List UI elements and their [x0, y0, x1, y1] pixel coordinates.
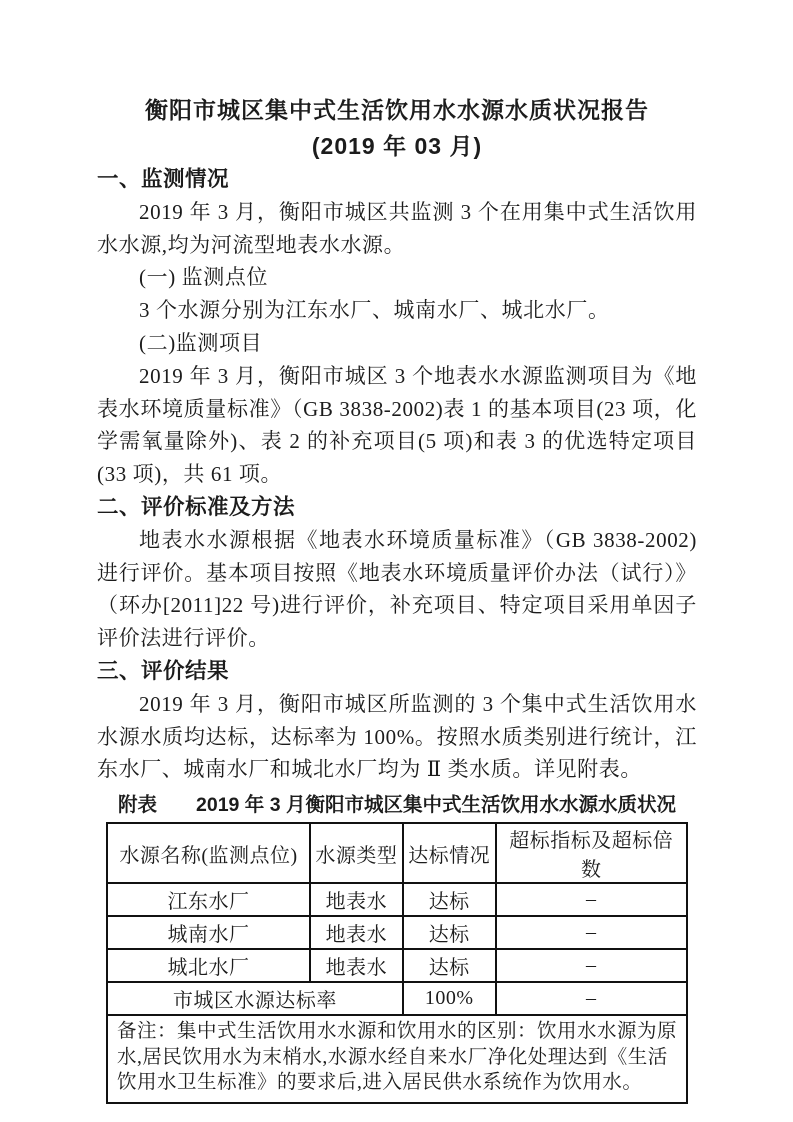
cell-compliance: 达标 — [403, 883, 496, 916]
cell-summary-rate: 100% — [403, 982, 496, 1015]
cell-summary-label: 市城区水源达标率 — [107, 982, 403, 1015]
section2-heading: 二、评价标准及方法 — [97, 494, 296, 519]
table-row — [107, 883, 687, 916]
report-subtitle: (2019 年 03 月) — [311, 133, 483, 159]
appendix-table-caption: 附表 2019 年 3 月衡阳市城区集中式生活饮用水水源水质状况 — [118, 794, 676, 817]
cell-compliance: 达标 — [403, 949, 496, 982]
cell-source-type: 地表水 — [310, 883, 403, 916]
section1-paragraph-1: 2019 年 3 月，衡阳市城区共监测 3 个在用集中式生活饮用水水源,均为河流型地表水水源。 — [97, 199, 697, 257]
cell-exceedance: – — [496, 883, 687, 916]
section3-heading: 三、评价结果 — [97, 658, 230, 683]
header-exceedance: 超标指标及超标倍数 — [496, 823, 687, 883]
table-row — [107, 916, 687, 949]
cell-source-name: 城北水厂 — [107, 949, 310, 982]
cell-source-type: 地表水 — [310, 949, 403, 982]
section2-paragraph-1: 地表水水源根据《地表水环境质量标准》（GB 3838-2002)进行评价。基本项目按照《地表水环境质量评价办法（试行）》（环办[2011]22 号)进行评价，补充项目、特定项目采用单因子评价法进行评价。 — [97, 527, 697, 651]
section1-subheading-2: (二)监测项目 — [139, 330, 263, 355]
header-compliance: 达标情况 — [403, 823, 496, 883]
section1-heading: 一、监测情况 — [97, 167, 230, 191]
cell-source-type: 地表水 — [310, 916, 403, 949]
section1-paragraph-2: 3 个水源分别为江东水厂、城南水厂、城北水厂。 — [139, 298, 610, 323]
header-source-name: 水源名称(监测点位) — [107, 823, 310, 883]
cell-summary-exceedance: – — [496, 982, 687, 1015]
report-title: 衡阳市城区集中式生活饮用水水源水质状况报告 — [145, 97, 649, 123]
cell-exceedance: – — [496, 916, 687, 949]
section3-paragraph-1: 2019 年 3 月，衡阳市城区所监测的 3 个集中式生活饮用水水源水质均达标，达标率为 100%。按照水质类别进行统计，江东水厂、城南水厂和城北水厂均为 Ⅱ 类水质。详见附表。 — [97, 691, 697, 782]
cell-source-name: 江东水厂 — [107, 883, 310, 916]
water-quality-table — [106, 822, 688, 1104]
table-row — [107, 949, 687, 982]
table-note: 备注：集中式生活饮用水水源和饮用水的区别：饮用水水源为原水,居民饮用水为末梢水,水源水经自来水厂净化处理达到《生活饮用水卫生标准》的要求后,进入居民供水系统作为饮用水。 — [107, 1015, 687, 1103]
section1-subheading-1: (一) 监测点位 — [139, 265, 269, 290]
section1-paragraph-3: 2019 年 3 月，衡阳市城区 3 个地表水水源监测项目为《地表水环境质量标准》（GB 3838-2002)表 1 的基本项目(23 项，化学需氧量除外)、表 2 的补充项目(5 项)和表 3 的优选特定项目(33 项)，共 61 项。 — [97, 363, 697, 487]
cell-source-name: 城南水厂 — [107, 916, 310, 949]
cell-compliance: 达标 — [403, 916, 496, 949]
table-note-row — [107, 1015, 687, 1103]
header-source-type: 水源类型 — [310, 823, 403, 883]
table-header-row — [107, 823, 687, 883]
cell-exceedance: – — [496, 949, 687, 982]
table-summary-row — [107, 982, 687, 1015]
